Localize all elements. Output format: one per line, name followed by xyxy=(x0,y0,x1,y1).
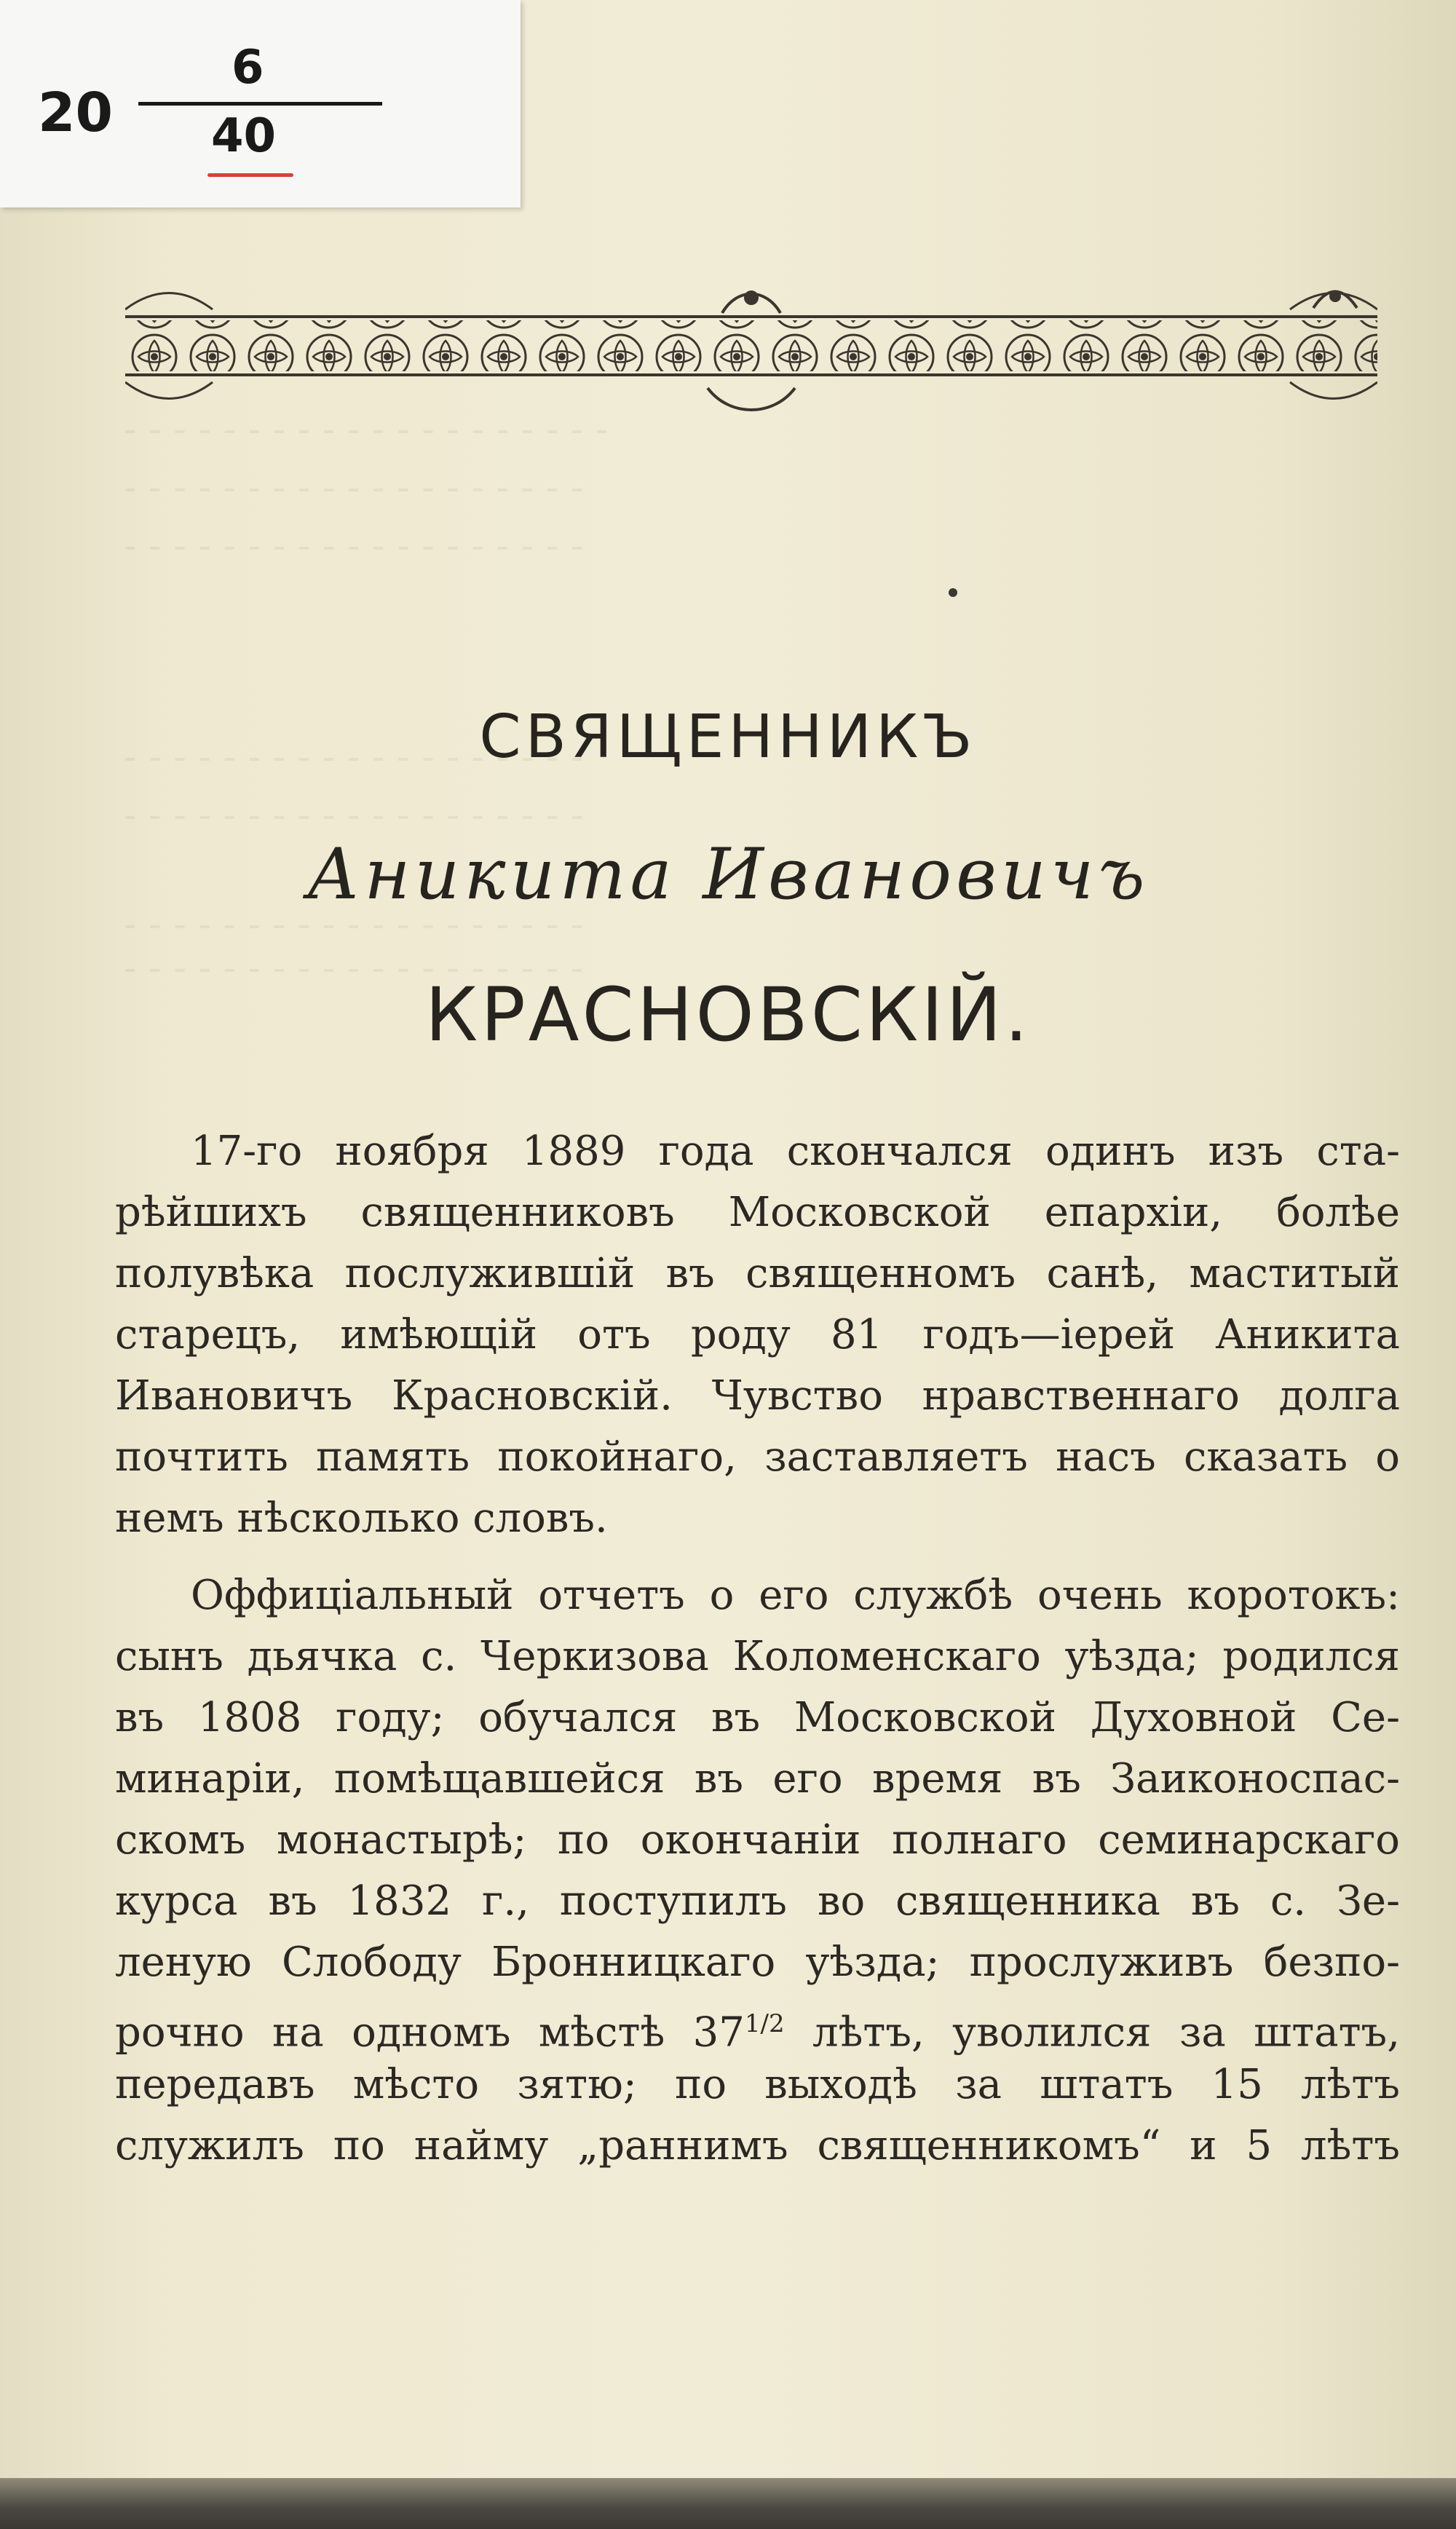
heading-title-priest: СВЯЩЕННИКЪ xyxy=(479,702,977,772)
text-line: 17-го ноября 1889 года скончался одинъ изъ ста- xyxy=(191,1128,1400,1175)
text-line: сынъ дьячка с. Черкизова Коломенскаго уѣзда; родился xyxy=(115,1633,1400,1680)
call-number-label xyxy=(0,0,521,207)
text-line: курса въ 1832 г., поступилъ во священника въ с. Зе- xyxy=(115,1877,1400,1925)
text-line: почтить память покойнаго, заставляетъ насъ сказать о xyxy=(115,1433,1400,1481)
show-through-text: - - - - - - - - - - - - - - - - - - - xyxy=(124,524,584,565)
text-line: немъ нѣсколько словъ. xyxy=(115,1495,608,1542)
show-through-text: - - - - - - - - - - - - - - - - - - - xyxy=(124,466,584,507)
text-line: передавъ мѣсто зятю; по выходѣ за штатъ 15 лѣтъ xyxy=(115,2061,1400,2108)
show-through-text: - - - - - - - - - - - - - - - - - - - xyxy=(124,903,584,943)
text-line-with-fraction xyxy=(115,1993,1400,2057)
red-underline-mark xyxy=(207,173,293,177)
fraction-one-half: 1/2 xyxy=(744,2009,785,2038)
show-through-text: - - - - - - - - - - - - - - - - - - - xyxy=(124,793,584,834)
text-segment: лѣтъ, уволился за штатъ, xyxy=(812,2008,1400,2057)
text-line: минаріи, помѣщавшейся въ его время въ Заиконоспас- xyxy=(115,1755,1400,1802)
show-through-text: - - - - - - - - - - - - - - - - - - - - xyxy=(124,408,609,448)
show-through-text: - - - - - - - - - - - - - - - - - - - xyxy=(124,735,584,776)
show-through-text: - - - - - - - - - - - - - - - - - - - xyxy=(124,946,584,987)
call-number-denominator: 40 xyxy=(211,109,277,163)
heading-surname: КРАСНОВСКІЙ. xyxy=(424,972,1032,1058)
text-line: служилъ по найму „раннимъ священникомъ“ и 5 лѣтъ xyxy=(115,2122,1400,2169)
text-line: Ивановичъ Красновскій. Чувство нравственнаго долга xyxy=(115,1372,1400,1420)
call-number-shelf: 20 xyxy=(38,82,113,144)
text-line: старецъ, имѣющій отъ роду 81 годъ—іерей Аникита xyxy=(115,1311,1400,1358)
text-line: Оффиціальный отчетъ о его службѣ очень коротокъ: xyxy=(191,1572,1400,1619)
heading-name: Аникита Ивановичъ xyxy=(306,834,1150,915)
text-line: скомъ монастырѣ; по окончаніи полнаго семинарскаго xyxy=(115,1816,1400,1864)
scan-bottom-edge xyxy=(0,2478,1456,2529)
text-line: въ 1808 году; обучался въ Московской Духовной Се- xyxy=(115,1694,1400,1741)
call-number-numerator: 6 xyxy=(232,41,264,95)
ink-dot xyxy=(949,588,957,597)
text-line: рѣйшихъ священниковъ Московской епархіи, болѣе xyxy=(115,1189,1400,1236)
ornamental-headpiece xyxy=(125,280,1377,419)
text-line: леную Слободу Бронницкаго уѣзда; прослуживъ безпо- xyxy=(115,1939,1400,1986)
text-line: полувѣка послужившій въ священномъ санѣ, маститый xyxy=(115,1250,1400,1297)
call-number-fraction-bar xyxy=(138,102,382,106)
text-segment: рочно на одномъ мѣстѣ 37 xyxy=(115,2008,745,2057)
